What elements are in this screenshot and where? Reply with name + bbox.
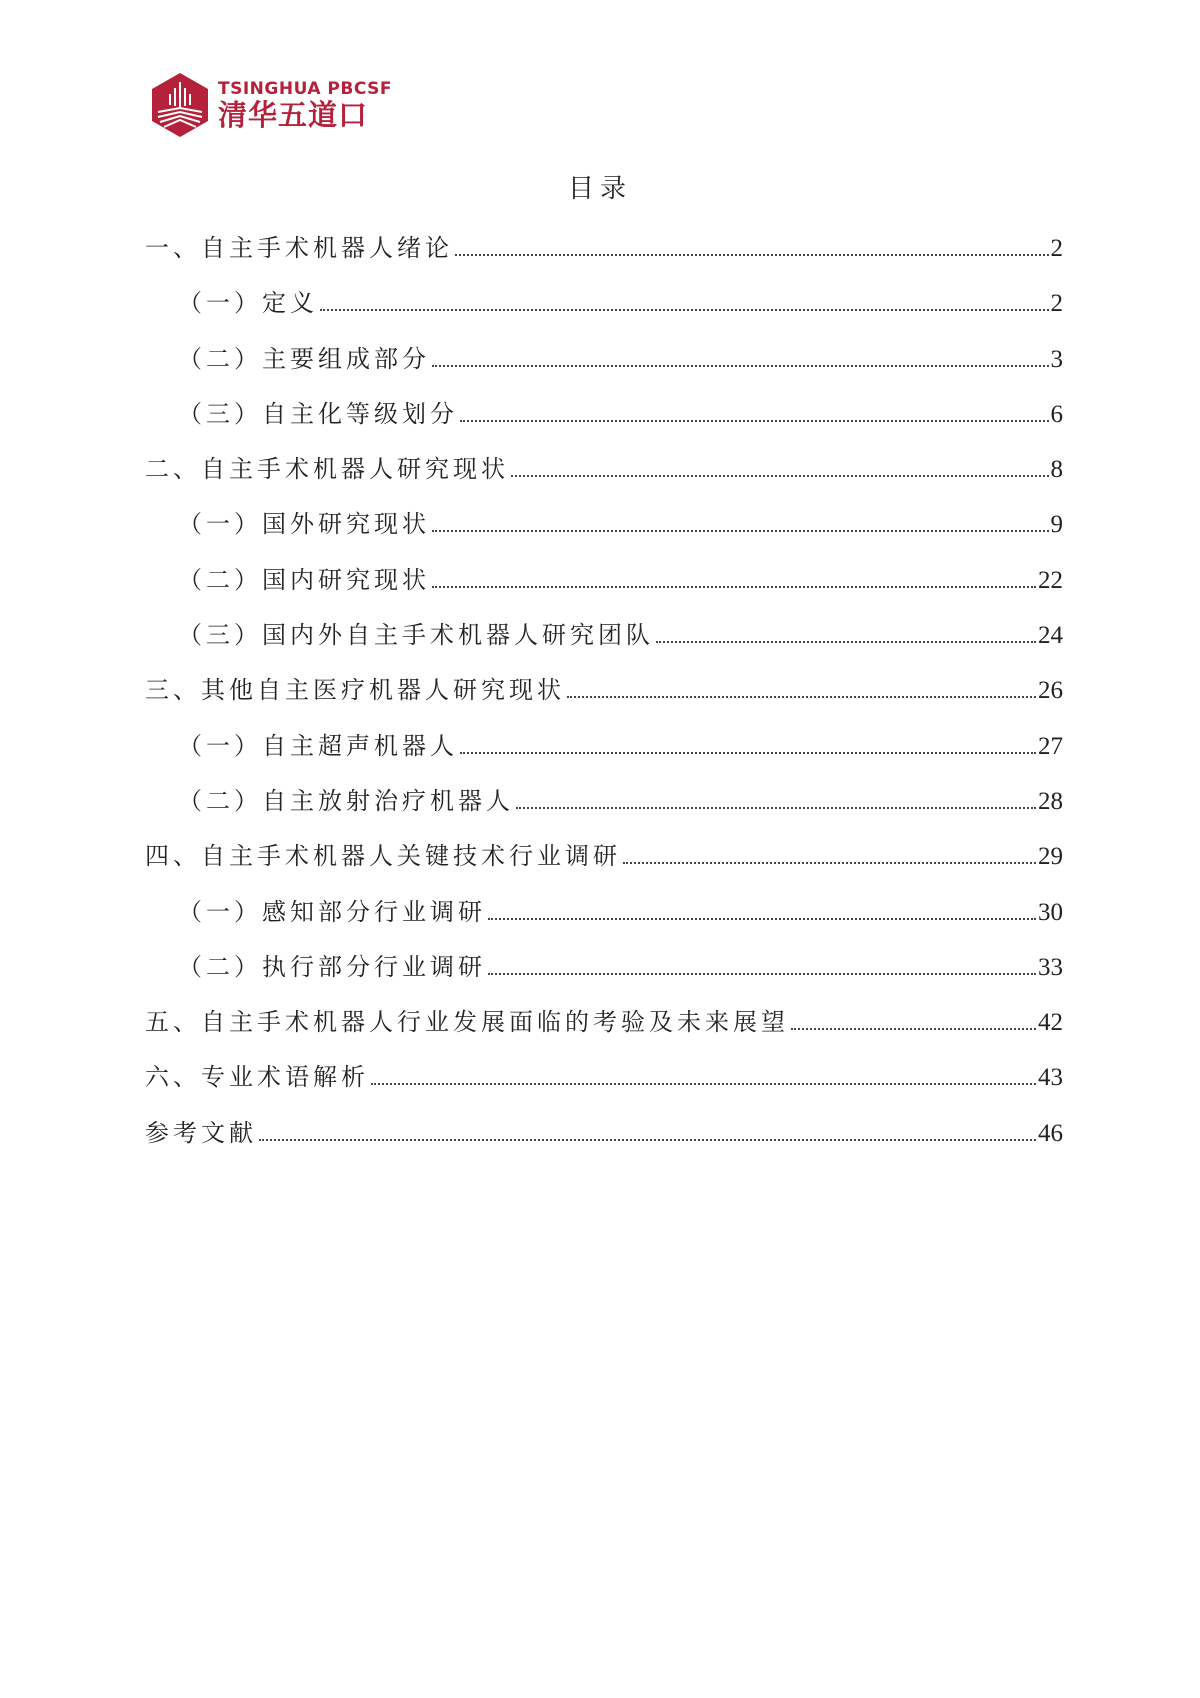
toc-entry-label: 一、自主手术机器人绪论 (145, 234, 453, 262)
toc-entry[interactable] (145, 504, 1063, 559)
toc-entry-page: 33 (1038, 953, 1063, 981)
dot-leader (259, 1139, 1036, 1141)
page-title: 目录 (567, 174, 632, 204)
toc-entry-label: （一）定义 (178, 289, 318, 318)
toc-entry[interactable] (145, 339, 1063, 394)
toc-entry[interactable] (145, 560, 1063, 615)
toc-entry[interactable] (145, 1057, 1063, 1112)
toc-entry[interactable] (145, 228, 1063, 283)
toc-entry-label: 二、自主手术机器人研究现状 (145, 455, 509, 484)
toc-entry[interactable] (145, 947, 1063, 1002)
dot-leader (320, 309, 1049, 311)
toc-entry-label: （一）自主超声机器人 (178, 731, 458, 760)
toc-entry-page: 22 (1038, 566, 1063, 594)
dot-leader (511, 475, 1049, 477)
toc-entry-page: 28 (1038, 787, 1063, 815)
toc-entry-page: 29 (1038, 843, 1063, 871)
toc-entry-page: 30 (1038, 898, 1063, 926)
dot-leader (432, 586, 1036, 588)
logo-emblem-icon (150, 72, 210, 138)
table-of-contents (145, 228, 1063, 1168)
toc-entry-label: （二）执行部分行业调研 (178, 952, 486, 981)
dot-leader (567, 696, 1036, 698)
toc-entry-label: （一）国外研究现状 (178, 510, 430, 539)
dot-leader (371, 1083, 1036, 1085)
toc-entry-page: 42 (1038, 1009, 1063, 1037)
toc-entry[interactable] (145, 670, 1063, 725)
toc-entry-page: 26 (1038, 677, 1063, 705)
toc-entry[interactable] (145, 615, 1063, 670)
toc-entry[interactable] (145, 836, 1063, 891)
dot-leader (656, 641, 1036, 643)
toc-entry[interactable] (145, 892, 1063, 947)
dot-leader (623, 862, 1036, 864)
toc-entry-label: （二）国内研究现状 (178, 565, 430, 594)
dot-leader (432, 530, 1049, 532)
toc-entry-label: （三）自主化等级划分 (178, 399, 458, 428)
dot-leader (455, 254, 1049, 256)
toc-entry-page: 46 (1038, 1119, 1063, 1147)
toc-entry-page: 2 (1050, 235, 1063, 262)
dot-leader (488, 918, 1036, 920)
toc-entry-label: 三、其他自主医疗机器人研究现状 (145, 676, 565, 705)
toc-entry-label: （二）主要组成部分 (178, 344, 430, 373)
toc-entry-label: （三）国内外自主手术机器人研究团队 (178, 621, 654, 650)
toc-entry[interactable] (145, 1002, 1063, 1057)
dot-leader (516, 807, 1036, 809)
logo-chinese-text: 清华五道口 (218, 98, 369, 132)
toc-entry-page: 8 (1050, 456, 1063, 484)
toc-entry-label: 四、自主手术机器人关键技术行业调研 (145, 842, 621, 871)
toc-entry[interactable] (145, 449, 1063, 504)
toc-entry-label: 参考文献 (145, 1118, 257, 1147)
toc-entry-page: 2 (1050, 290, 1063, 318)
toc-entry[interactable] (145, 283, 1063, 338)
logo (150, 72, 392, 138)
logo-english-text: TSINGHUA PBCSF (218, 79, 392, 99)
toc-entry[interactable] (145, 394, 1063, 449)
toc-entry-page: 43 (1038, 1064, 1063, 1092)
dot-leader (791, 1028, 1036, 1030)
toc-entry-label: 六、专业术语解析 (145, 1063, 369, 1092)
dot-leader (432, 365, 1049, 367)
toc-entry-page: 9 (1050, 511, 1063, 539)
toc-entry[interactable] (145, 1113, 1063, 1168)
toc-entry-page: 27 (1038, 732, 1063, 760)
toc-entry-label: 五、自主手术机器人行业发展面临的考验及未来展望 (145, 1008, 789, 1037)
dot-leader (460, 752, 1036, 754)
dot-leader (488, 973, 1036, 975)
toc-entry-label: （一）感知部分行业调研 (178, 897, 486, 926)
toc-entry-page: 24 (1038, 622, 1063, 650)
dot-leader (460, 420, 1049, 422)
toc-entry[interactable] (145, 781, 1063, 836)
toc-entry-page: 6 (1050, 400, 1063, 428)
toc-entry-label: （二）自主放射治疗机器人 (178, 786, 514, 815)
toc-entry-page: 3 (1050, 345, 1063, 373)
toc-entry[interactable] (145, 726, 1063, 781)
